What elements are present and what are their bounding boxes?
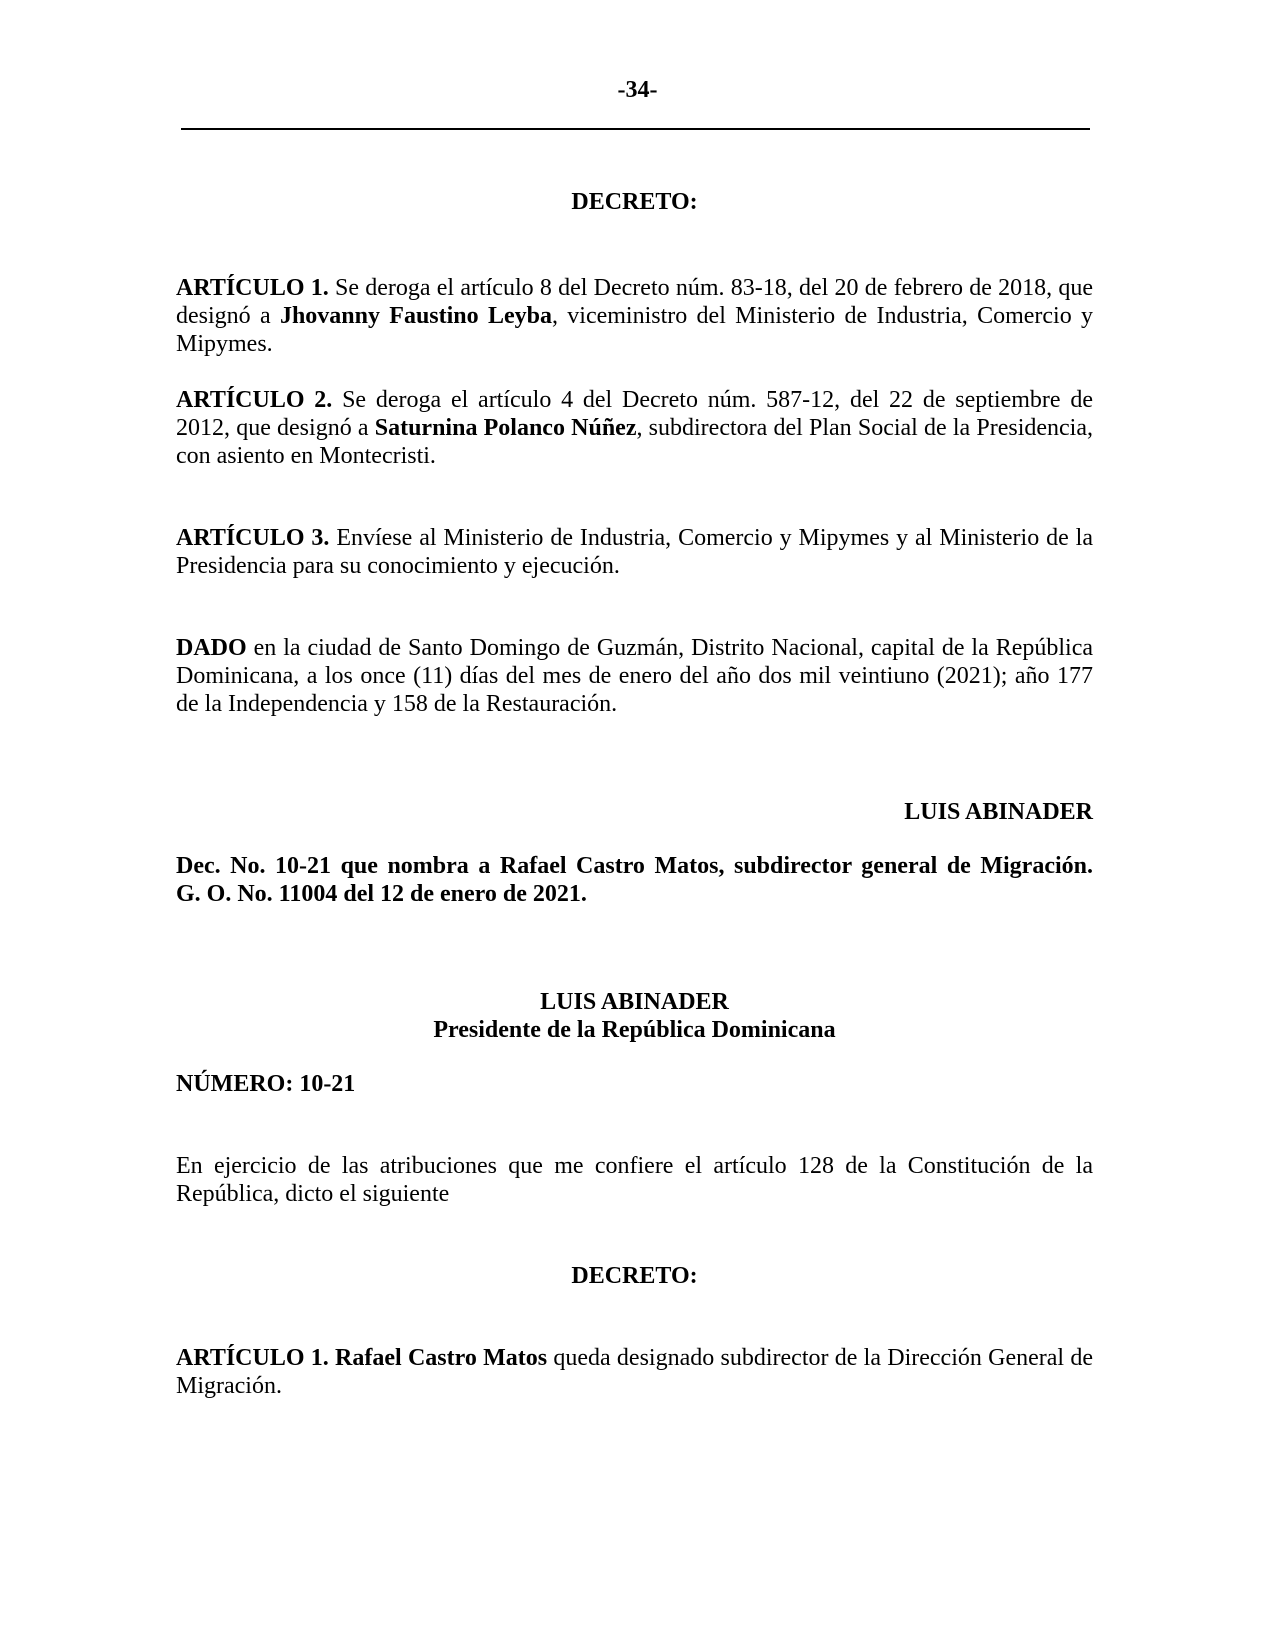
article-label: ARTÍCULO 2.: [176, 387, 333, 413]
president-header: [176, 988, 1093, 1044]
president-title: Presidente de la República Dominicana: [433, 1017, 836, 1043]
article-text: , viceministro del Ministerio de Industria, Comercio y Mipymes.: [176, 303, 1094, 357]
header-rule: [181, 128, 1090, 130]
article-text: Se deroga el artículo 4 del Decreto núm. 587-12, del 22 de septiembre de 2012, que designó a: [176, 387, 1093, 441]
person-name: Rafael Castro Matos: [328, 1345, 548, 1371]
article-label: ARTÍCULO 3.: [176, 525, 330, 551]
signature: LUIS ABINADER: [904, 799, 1093, 825]
president-name: LUIS ABINADER: [540, 989, 729, 1015]
article-3: [176, 524, 1093, 580]
dado-clause: [176, 634, 1093, 718]
preamble-text: En ejercicio de las atribuciones que me confiere el artículo 128 de la Constitución de la República, dicto el siguiente: [176, 1153, 1093, 1207]
decree-title: [176, 852, 1093, 908]
decree-heading: DECRETO:: [571, 1263, 698, 1289]
article-label: ARTÍCULO 1.: [176, 1345, 329, 1371]
decree-title-line: Dec. No. 10-21 que nombra a Rafael Castro Matos, subdirector general de Migración.: [176, 853, 1093, 879]
decree-heading: DECRETO:: [571, 189, 698, 215]
person-name: Saturnina Polanco Núñez: [374, 415, 637, 441]
gazette-line: G. O. No. 11004 del 12 de enero de 2021.: [176, 881, 587, 907]
article-text: Envíese al Ministerio de Industria, Comercio y Mipymes y al Ministerio de la Presidencia para su conocimiento y ejecución.: [176, 525, 1093, 579]
article-2: [176, 386, 1093, 470]
article-text: queda designado subdirector de la Dirección General de Migración.: [176, 1345, 1093, 1399]
article-1: [176, 274, 1093, 358]
article-text: , subdirectora del Plan Social de la Presidencia, con asiento en Montecristi.: [176, 415, 1093, 469]
decree-number: NÚMERO: 10-21: [176, 1071, 356, 1097]
article-label: ARTÍCULO 1.: [176, 275, 329, 301]
dado-label: DADO: [176, 635, 247, 661]
dado-text: en la ciudad de Santo Domingo de Guzmán, Distrito Nacional, capital de la República Dominicana, a los once (11) días del mes de enero del año dos mil veintiuno (2021); año 177 de la Independencia y 158 de la Restauración.: [176, 635, 1093, 717]
article-1: [176, 1344, 1093, 1400]
person-name: Jhovanny Faustino Leyba: [279, 303, 552, 329]
preamble: [176, 1152, 1093, 1208]
article-text: Se deroga el artículo 8 del Decreto núm. 83-18, del 20 de febrero de 2018, que designó a: [176, 275, 1093, 329]
page-number: -34-: [617, 77, 658, 103]
